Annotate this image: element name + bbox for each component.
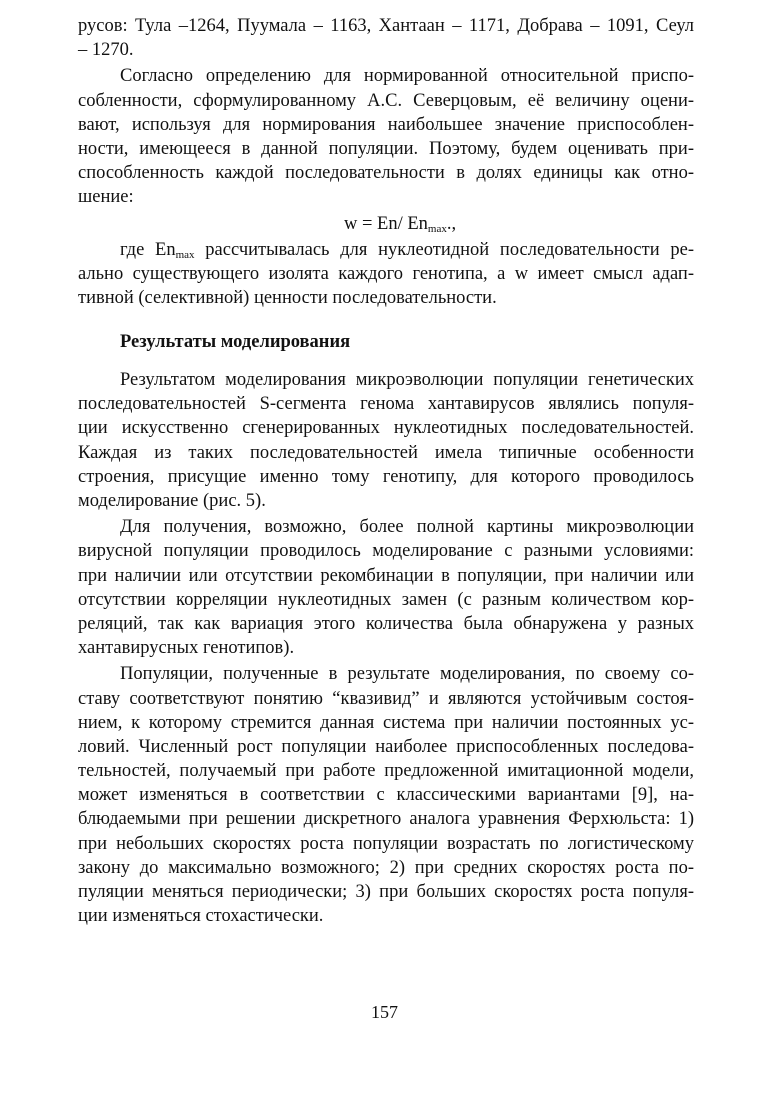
text-line: нием, к которому стремится данная система при наличии постоянных ус- <box>78 712 694 733</box>
text-line: блюдаемыми при решении дискретного аналога уравнения Ферхюльста: 1) <box>78 809 694 830</box>
text-line: тивной (селективной) ценности последовательности. <box>78 287 497 308</box>
text-line: строения, присущие именно тому генотипу, для которого проводилось <box>78 466 694 487</box>
text-line: ции изменяться стохастически. <box>78 906 324 927</box>
text-line: вирусной популяции проводилось моделирование с разными условиями: <box>78 541 694 562</box>
text-line: тельностей, получаемый при работе предложенной имитационной модели, <box>78 761 694 782</box>
formula-right: ., <box>446 213 457 234</box>
where-subscript: max <box>175 248 195 261</box>
text-line: Согласно определению для нормированной относительной приспо- <box>120 66 694 87</box>
where-prefix: где En <box>120 239 176 260</box>
text-line: Популяции, полученные в результате моделирования, по своему со- <box>120 664 694 685</box>
where-suffix: рассчитывалась для нуклеотидной последовательности ре- <box>194 239 694 260</box>
section-heading: Результаты моделирования <box>120 332 351 353</box>
text-line: реляций, так как вариация этого количества была обнаружена у разных <box>78 613 694 634</box>
text-line: отсутствии корреляции нуклеотидных замен (с разным количеством кор- <box>78 589 694 610</box>
page-number: 157 <box>371 1002 398 1022</box>
document-page <box>78 14 694 928</box>
text-line: русов: Тула –1264, Пуумала – 1163, Хантаан – 1171, Добрава – 1091, Сеул <box>78 16 694 36</box>
formula-subscript: max <box>427 222 447 235</box>
text-line: ставу соответствуют понятию “квазивид” и являются устойчивым состоя- <box>78 688 694 709</box>
text-line: Результатом моделирования микроэволюции популяции генетических <box>120 370 694 391</box>
formula-left: w = En/ En <box>344 213 428 234</box>
text-line: моделирование (рис. 5). <box>78 491 266 511</box>
text-line: ции искусственно сгенерированных нуклеотидных последовательностей. <box>78 418 694 439</box>
paragraph-where <box>78 238 694 311</box>
text-line: может изменяться в соответствии с классическими вариантами [9], на- <box>78 785 694 806</box>
formula <box>78 210 694 238</box>
text-line: ально существующего изолята каждого генотипа, а w имеет смысл адап- <box>78 263 694 284</box>
text-line: при наличии или отсутствии рекомбинации в популяции, при наличии или <box>78 565 694 586</box>
text-line: вают, используя для нормирования наибольшее значение приспособлен- <box>78 114 694 135</box>
paragraph-fitness-definition <box>78 64 694 209</box>
text-line: собленности, сформулированному А.С. Северцовым, её величину оцени- <box>78 90 694 111</box>
text-line: последовательностей S-сегмента генома хантавирусов являлись популя- <box>78 394 694 415</box>
paragraph-top <box>78 14 694 62</box>
text-line: ловий. Численный рост популяции наиболее приспособленных последова- <box>78 736 694 757</box>
text-line: закону до максимально возможного; 2) при средних скоростях роста по- <box>78 857 694 878</box>
text-line: шение: <box>78 187 134 208</box>
text-line: Для получения, возможно, более полной картины микроэволюции <box>120 517 694 538</box>
text-line: ности, имеющееся в данной популяции. Поэтому, будем оценивать при- <box>78 138 694 159</box>
text-line: хантавирусных генотипов). <box>78 638 295 659</box>
paragraph-results <box>78 368 694 513</box>
text-line: способленность каждой последовательности в долях единицы как отно- <box>78 163 694 184</box>
text-line: пуляции меняться периодически; 3) при больших скоростях роста популя- <box>78 882 694 902</box>
paragraph-conditions <box>78 515 694 660</box>
text-line <box>78 238 694 262</box>
text-line: Каждая из таких последовательностей имела типичные особенности <box>78 442 694 463</box>
paragraph-populations <box>78 662 694 928</box>
text-line: при небольших скоростях роста популяции возрастать по логистическому <box>78 833 694 854</box>
text-line: – 1270. <box>78 40 134 61</box>
